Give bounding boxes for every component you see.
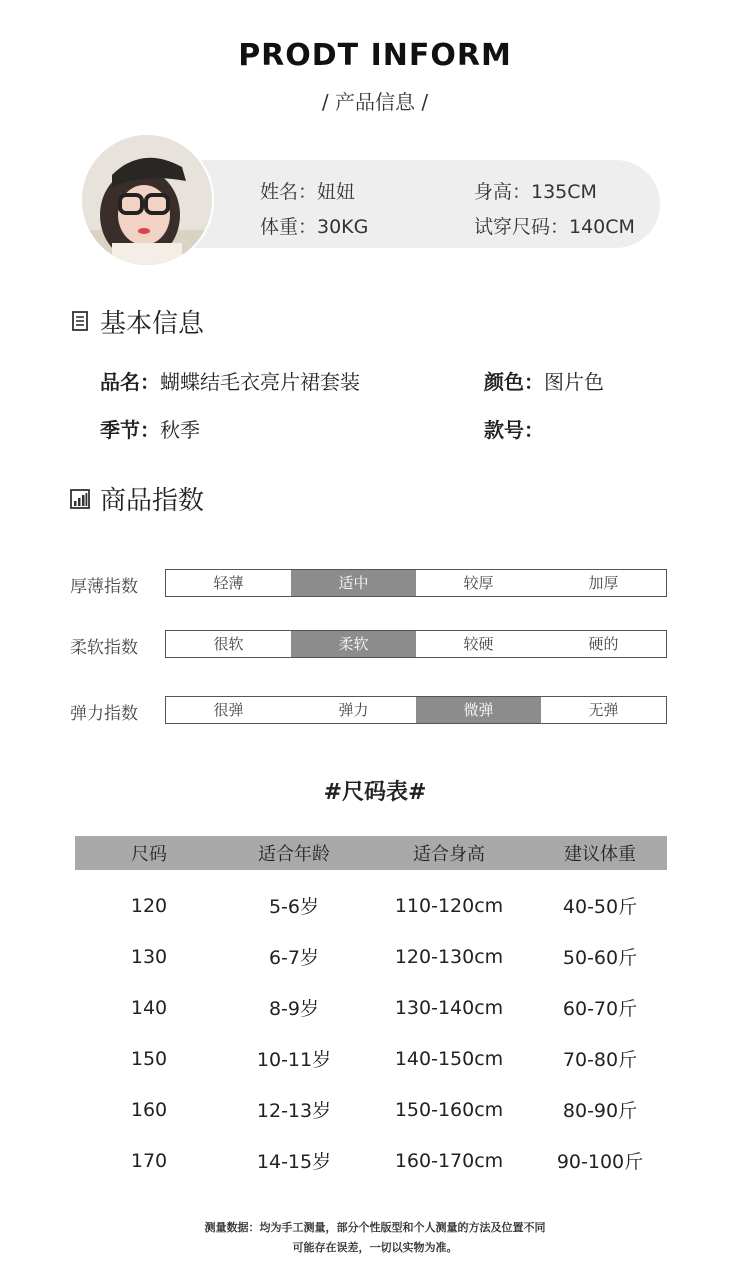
- product-sku-label: 款号：: [484, 418, 544, 442]
- thickness-option: 加厚: [588, 574, 619, 592]
- table-cell: 8-9岁: [268, 998, 320, 1020]
- document-icon: [70, 311, 90, 331]
- measurement-note-line: 可能存在误差，一切以实物为准。: [292, 1241, 458, 1254]
- elasticity-index-scale: [165, 696, 667, 724]
- product-season-label: 季节：: [100, 418, 160, 442]
- table-cell: 120-130cm: [394, 945, 504, 968]
- softness-index-scale: [165, 630, 667, 658]
- table-cell: 160: [130, 1098, 168, 1121]
- elasticity-option: 很弹: [213, 701, 244, 719]
- table-cell: 130-140cm: [394, 996, 504, 1019]
- table-row: [75, 1135, 667, 1186]
- measurement-note-line: 测量数据：均为手工测量，部分个性版型和个人测量的方法及位置不同: [204, 1221, 546, 1234]
- table-cell: 6-7岁: [268, 947, 320, 969]
- table-cell: 110-120cm: [394, 894, 504, 917]
- column-header: 建议体重: [564, 844, 636, 865]
- elasticity-option: 无弹: [588, 701, 619, 719]
- table-row: [75, 1033, 667, 1084]
- model-height: 身高：135CM: [474, 181, 597, 203]
- thickness-option: 较厚: [463, 574, 494, 592]
- elasticity-index-label: 弹力指数: [70, 704, 138, 724]
- table-row: [75, 931, 667, 982]
- table-cell: 130: [130, 945, 168, 968]
- product-color-value: 图片色: [544, 370, 604, 394]
- column-header: 尺码: [131, 844, 167, 865]
- model-photo-icon: [82, 135, 212, 265]
- table-cell: 14-15岁: [256, 1151, 332, 1173]
- table-cell: 170: [130, 1149, 168, 1172]
- softness-option: 柔软: [291, 631, 416, 657]
- page-title: PRODT INFORM: [238, 38, 512, 73]
- table-row: [75, 880, 667, 931]
- product-sku: [484, 414, 544, 443]
- product-color: [484, 366, 604, 395]
- product-name: [100, 366, 360, 395]
- table-cell: 80-90斤: [562, 1100, 638, 1122]
- table-cell: 150: [130, 1047, 168, 1070]
- table-cell: 140: [130, 996, 168, 1019]
- softness-option: 硬的: [588, 635, 619, 653]
- table-cell: 160-170cm: [394, 1149, 504, 1172]
- model-try-size: 试穿尺码：140CM: [474, 216, 635, 238]
- product-color-label: 颜色：: [484, 370, 544, 394]
- table-cell: 70-80斤: [562, 1049, 638, 1071]
- table-cell: 12-13岁: [256, 1100, 332, 1122]
- product-season-value: 秋季: [160, 418, 200, 442]
- size-chart-title: #尺码表#: [323, 780, 427, 805]
- model-name: 姓名：妞妞: [260, 181, 356, 203]
- table-cell: 120: [130, 894, 168, 917]
- softness-option: 较硬: [463, 635, 494, 653]
- table-cell: 10-11岁: [256, 1049, 332, 1071]
- product-index-heading: 商品指数: [100, 486, 205, 516]
- model-weight: 体重：30KG: [260, 216, 369, 238]
- model-avatar: [80, 133, 214, 267]
- thickness-index-label: 厚薄指数: [70, 577, 138, 597]
- page-subtitle: / 产品信息 /: [321, 90, 429, 114]
- elasticity-option: 微弹: [416, 697, 541, 723]
- product-name-value: 蝴蝶结毛衣亮片裙套装: [160, 370, 360, 394]
- thickness-index-scale: [165, 569, 667, 597]
- table-cell: 140-150cm: [394, 1047, 504, 1070]
- table-cell: 90-100斤: [556, 1151, 644, 1173]
- product-name-label: 品名：: [100, 370, 160, 394]
- softness-option: 很软: [213, 635, 244, 653]
- measurement-note: [0, 1218, 750, 1258]
- table-cell: 5-6岁: [268, 896, 320, 918]
- column-header: 适合年龄: [258, 844, 330, 865]
- bar-chart-icon: [70, 489, 90, 509]
- table-cell: 60-70斤: [562, 998, 638, 1020]
- table-cell: 150-160cm: [394, 1098, 504, 1121]
- basic-info-heading: 基本信息: [100, 309, 205, 339]
- size-table: [75, 836, 667, 1186]
- table-cell: 40-50斤: [562, 896, 638, 918]
- elasticity-option: 弹力: [338, 701, 369, 719]
- product-season: [100, 414, 200, 443]
- table-cell: 50-60斤: [562, 947, 638, 969]
- thickness-option: 适中: [291, 570, 416, 596]
- table-row: [75, 982, 667, 1033]
- table-row: [75, 1084, 667, 1135]
- column-header: 适合身高: [413, 844, 485, 865]
- softness-index-label: 柔软指数: [70, 638, 138, 658]
- size-table-header: [75, 836, 667, 870]
- thickness-option: 轻薄: [213, 574, 244, 592]
